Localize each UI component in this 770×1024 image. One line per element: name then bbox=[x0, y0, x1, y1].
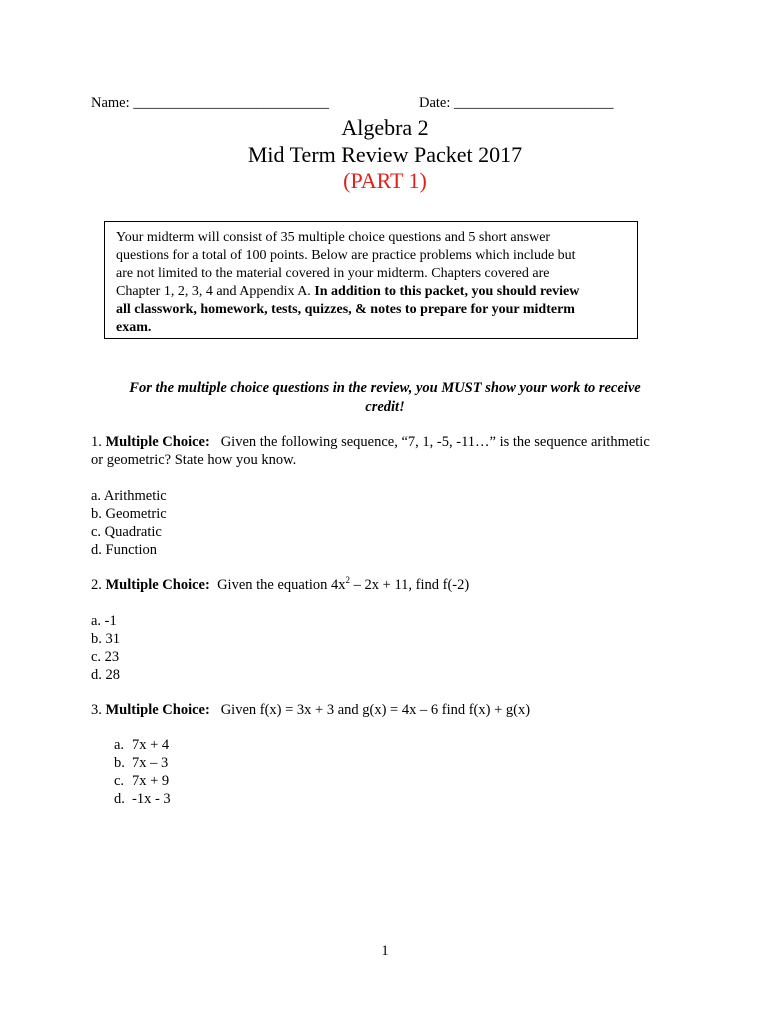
option-a: a. -1 bbox=[91, 613, 117, 629]
question-1-type: Multiple Choice: bbox=[105, 434, 210, 450]
exponent: 2 bbox=[345, 575, 351, 585]
intro-line-3: are not limited to the material covered in your midterm. Chapters covered are bbox=[116, 266, 550, 281]
date-field-label: Date: ______________________ bbox=[419, 95, 614, 111]
question-3-type: Multiple Choice: bbox=[105, 702, 210, 718]
intro-line-4-bold: In addition to this packet, you should review bbox=[314, 284, 580, 299]
option-b: b. 7x – 3 bbox=[114, 755, 169, 771]
intro-line-6: exam. bbox=[116, 320, 152, 335]
question-2-text: Given the equation 4x bbox=[217, 577, 346, 593]
part-title: (PART 1) bbox=[343, 168, 427, 193]
option-c: c. Quadratic bbox=[91, 524, 162, 540]
option-c: c. 23 bbox=[91, 649, 120, 665]
option-a: a. Arithmetic bbox=[91, 488, 167, 504]
packet-title: Mid Term Review Packet 2017 bbox=[247, 142, 523, 167]
intro-box bbox=[104, 221, 638, 339]
question-1-options bbox=[91, 487, 167, 559]
question-2-options bbox=[91, 612, 120, 684]
question-3-options bbox=[114, 736, 171, 808]
intro-line-5: all classwork, homework, tests, quizzes, & notes to prepare for your midterm bbox=[116, 302, 575, 317]
intro-line-4 bbox=[116, 283, 627, 301]
name-field-label: Name: ___________________________ bbox=[91, 95, 330, 111]
course-title: Algebra 2 bbox=[341, 115, 429, 140]
question-3-stem: 3. Multiple Choice: Given f(x) = 3x + 3 and g(x) = 4x – 6 find f(x) + g(x) bbox=[91, 702, 531, 718]
question-2-stem: 2. Multiple Choice: Given the equation $4x^2 - 2x + 11$, find f(-2) bbox=[91, 575, 470, 593]
option-a: a. 7x + 4 bbox=[114, 737, 170, 753]
intro-line-1: Your midterm will consist of 35 multiple choice questions and 5 short answer bbox=[116, 230, 551, 245]
question-1-stem: 1. Multiple Choice: Given the following sequence, “7, 1, -5, -11…” is the sequence arithmetic bbox=[91, 434, 650, 450]
question-1-text: Given the following sequence, “7, 1, -5, -11…” is the sequence arithmetic bbox=[220, 434, 650, 450]
option-b: b. Geometric bbox=[91, 506, 167, 522]
option-d: d. Function bbox=[91, 542, 158, 558]
intro-line-2: questions for a total of 100 points. Below are practice problems which include but bbox=[116, 248, 576, 263]
question-2-type: Multiple Choice: bbox=[105, 577, 210, 593]
instruction-line-2: credit! bbox=[365, 399, 405, 415]
intro-line-4-plain: Chapter 1, 2, 3, 4 and Appendix A. bbox=[116, 284, 315, 299]
option-d: d. -1x - 3 bbox=[114, 791, 171, 807]
question-3-text: Given f(x) = 3x + 3 and g(x) = 4x – 6 find f(x) + g(x) bbox=[220, 702, 531, 718]
instruction-line-1: For the multiple choice questions in the review, you MUST show your work to receive bbox=[129, 380, 641, 396]
option-d: d. 28 bbox=[91, 667, 120, 683]
option-b: b. 31 bbox=[91, 631, 120, 647]
option-c: c. 7x + 9 bbox=[114, 773, 170, 789]
question-1-text-cont: or geometric? State how you know. bbox=[91, 452, 297, 468]
page-number: 1 bbox=[381, 943, 389, 959]
